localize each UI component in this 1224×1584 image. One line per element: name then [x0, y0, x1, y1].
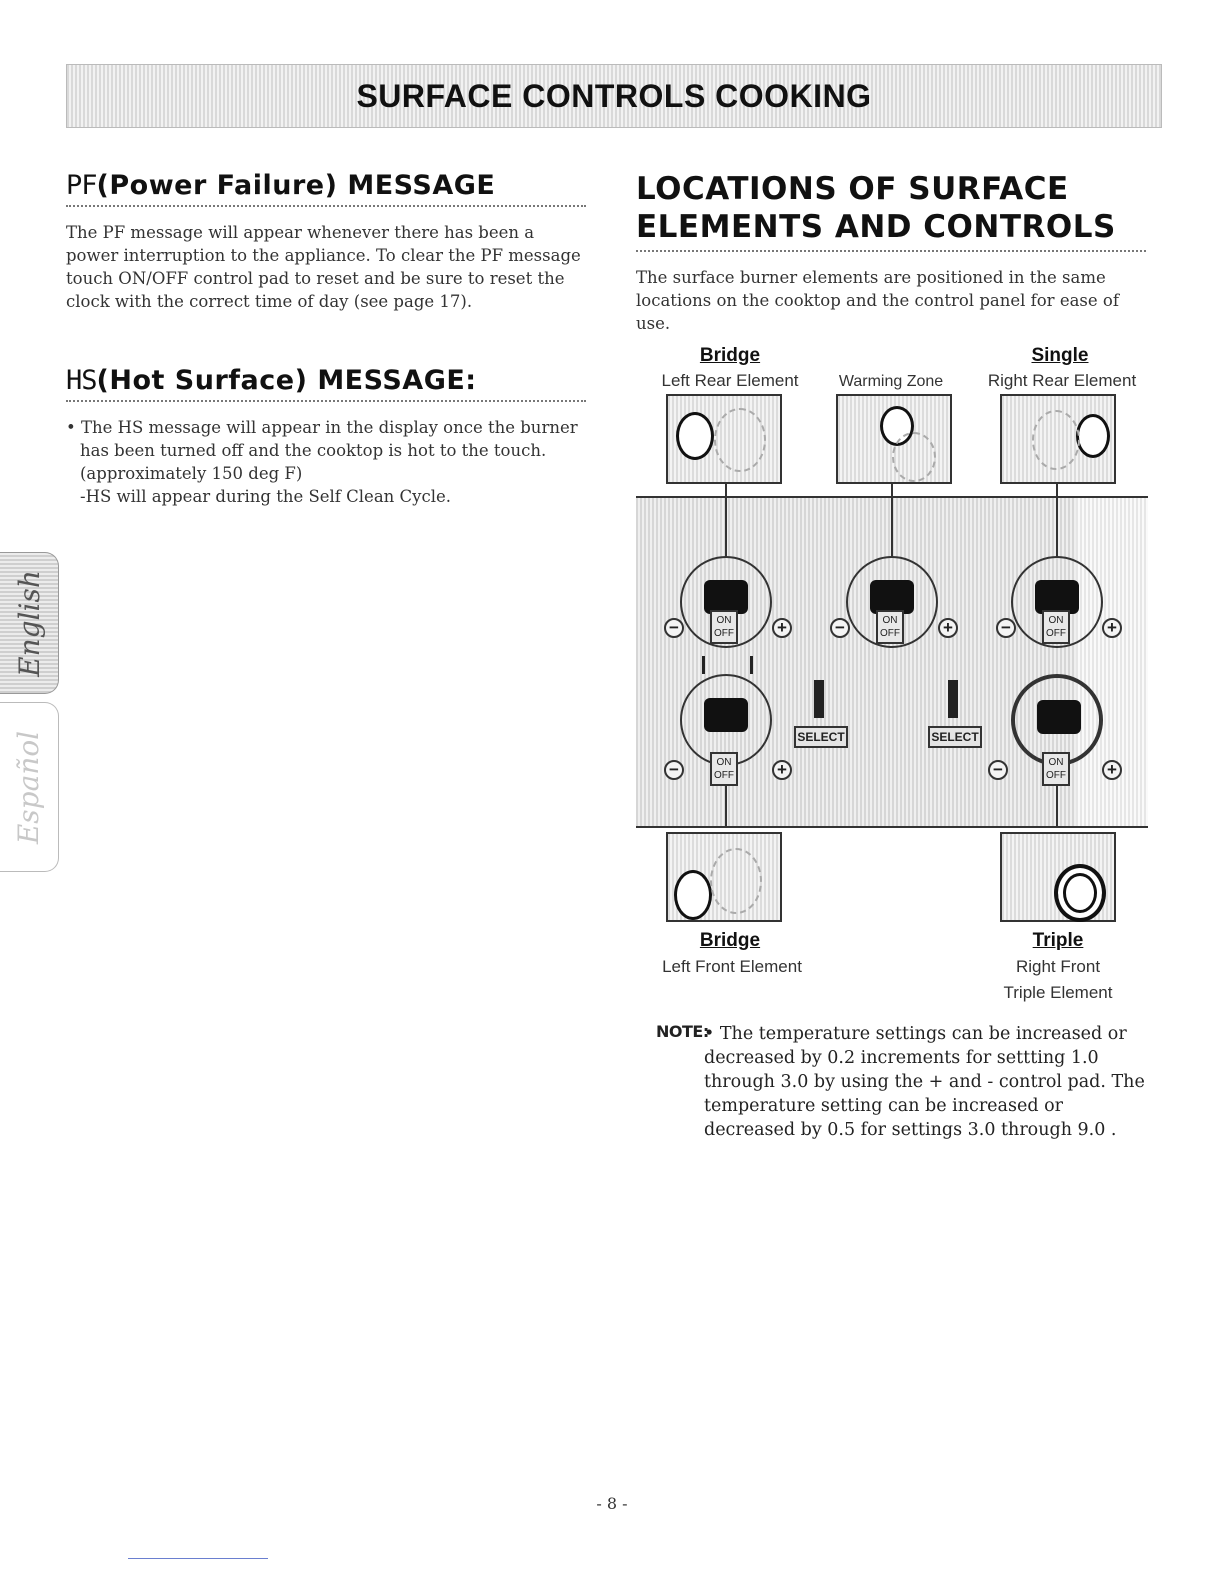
bridge-select-bar [814, 680, 824, 718]
left-front-plus-button[interactable]: + [772, 760, 792, 780]
label-left-front-name: Left Front Element [662, 957, 802, 976]
tab-english[interactable] [0, 552, 59, 694]
page-number: - 8 - [596, 1494, 628, 1513]
triple-select-button[interactable]: SELECT [928, 726, 982, 748]
on-label: ON [1048, 615, 1064, 626]
leader-line [1056, 484, 1058, 498]
banner-title: SURFACE CONTROLS COOKING [356, 77, 872, 114]
right-rear-element-ring [1076, 414, 1110, 458]
warming-zone-diagram [836, 394, 952, 484]
right-front-display [1037, 700, 1081, 734]
label-right-rear-name: Right Rear Element [987, 371, 1137, 390]
hs-bullet: • The HS message will appear in the display once the burner has been turned off and the cooktop is hot to the touch. [66, 418, 578, 460]
left-rear-element-ring [676, 412, 714, 460]
right-rear-burner-diagram [1000, 394, 1116, 484]
single-outline [1032, 410, 1080, 470]
right-rear-display [1035, 580, 1079, 614]
pf-heading [66, 170, 586, 207]
off-label: OFF [880, 628, 900, 639]
triple-element-ring [1054, 864, 1106, 922]
warming-zone-display [870, 580, 914, 614]
leader-line [891, 484, 893, 498]
leader-line [1056, 498, 1058, 558]
right-column [636, 170, 1146, 335]
on-label: ON [882, 615, 898, 626]
left-rear-on-off-pad[interactable] [710, 610, 738, 644]
leader-line [891, 498, 893, 558]
left-rear-minus-button[interactable]: − [664, 618, 684, 638]
locations-heading-line1: LOCATIONS OF SURFACE [636, 171, 1069, 207]
label-right-rear-type: Single [1031, 345, 1089, 366]
hs-line-2: (approximately 150 deg F) [80, 464, 303, 483]
left-front-burner-diagram [666, 832, 782, 922]
bridge-outline [710, 848, 762, 914]
off-label: OFF [714, 770, 734, 781]
locations-heading-line2: ELEMENTS AND CONTROLS [636, 209, 1116, 245]
hs-heading [66, 365, 586, 402]
note-block [656, 1022, 1146, 1142]
note-text: • The temperature settings can be increased or decreased by 0.2 increments for settting 1.0 through 3.0 by using the + and - control pad. The temperature setting can be increased or decreased by 0.5 for settings 3.0 through 9.0 . [704, 1024, 1145, 1140]
right-rear-plus-button[interactable]: + [1102, 618, 1122, 638]
label-right-front-type: Triple [1032, 930, 1084, 951]
warming-zone-on-off-pad[interactable] [876, 610, 904, 644]
off-label: OFF [714, 628, 734, 639]
left-rear-burner-diagram [666, 394, 782, 484]
hs-line-3: -HS will appear during the Self Clean Cycle. [80, 487, 452, 506]
section-banner [66, 64, 1162, 128]
pf-heading-text: (Power Failure) MESSAGE [96, 170, 496, 201]
right-front-on-off-pad[interactable] [1042, 752, 1070, 786]
left-front-on-off-pad[interactable] [710, 752, 738, 786]
right-front-minus-button[interactable]: − [988, 760, 1008, 780]
leader-line [725, 484, 727, 498]
label-left-rear-name: Left Rear Element [661, 371, 799, 390]
bridge-indicator [702, 656, 705, 674]
control-panel [636, 496, 1148, 828]
pf-code: PF [66, 170, 97, 201]
left-front-minus-button[interactable]: − [664, 760, 684, 780]
hs-heading-text: (Hot Surface) MESSAGE: [96, 365, 477, 396]
right-front-plus-button[interactable]: + [1102, 760, 1122, 780]
label-right-front-name-line1: Right Front [1015, 957, 1101, 976]
right-rear-minus-button[interactable]: − [996, 618, 1016, 638]
left-front-display [704, 698, 748, 732]
warming-zone-plus-button[interactable]: + [938, 618, 958, 638]
hs-code: HS [66, 365, 97, 396]
off-label: OFF [1046, 628, 1066, 639]
label-right-front-name-line2: Triple Element [1003, 983, 1113, 1002]
left-column [66, 170, 586, 508]
tab-espanol[interactable] [0, 702, 59, 872]
footer-rule [128, 1558, 268, 1559]
label-left-rear-type: Bridge [699, 345, 761, 366]
locations-body: The surface burner elements are positioned in the same locations on the cooktop and the control panel for ease of use. [636, 268, 1119, 333]
label-left-front-type: Bridge [699, 930, 761, 951]
bridge-select-button[interactable]: SELECT [794, 726, 848, 748]
left-rear-display [704, 580, 748, 614]
pf-section [66, 170, 586, 313]
pf-body: The PF message will appear whenever there has been a power interruption to the appliance. To clear the PF message touch ON/OFF control pad to reset and be sure to reset the clock with the correct time of day (see page 17). [66, 223, 581, 311]
left-front-element-ring [674, 870, 712, 920]
bridge-outline [714, 408, 766, 472]
on-label: ON [716, 615, 732, 626]
note-label: NOTE: [656, 1022, 709, 1041]
label-warming-zone: Warming Zone [838, 373, 944, 390]
hs-list [66, 416, 586, 462]
warming-zone-minus-button[interactable]: − [830, 618, 850, 638]
on-label: ON [1048, 757, 1064, 768]
leader-line [725, 498, 727, 558]
tab-espanol-label: Español [12, 730, 46, 844]
locations-heading [636, 170, 1146, 252]
off-label: OFF [1046, 770, 1066, 781]
hs-section [66, 365, 586, 508]
tab-english-label: English [12, 569, 46, 677]
on-label: ON [716, 757, 732, 768]
triple-select-bar [948, 680, 958, 718]
bridge-indicator [750, 656, 753, 674]
right-rear-on-off-pad[interactable] [1042, 610, 1070, 644]
left-rear-plus-button[interactable]: + [772, 618, 792, 638]
warming-zone-outline [892, 432, 936, 482]
right-front-burner-diagram [1000, 832, 1116, 922]
